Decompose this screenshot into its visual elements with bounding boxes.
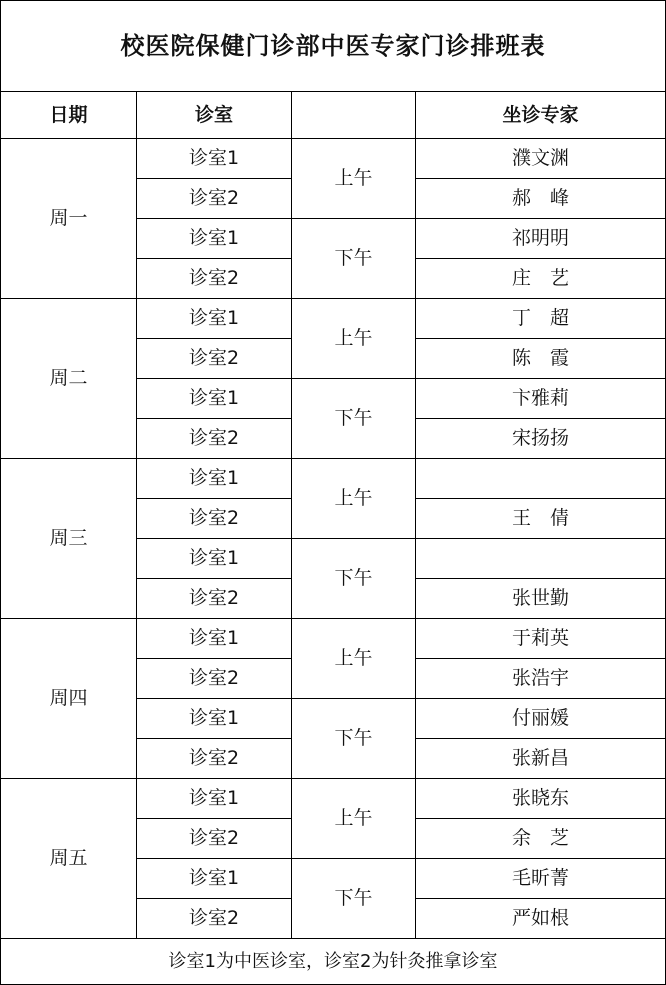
table-note: 诊室1为中医诊室，诊室2为针灸推拿诊室 xyxy=(1,939,666,985)
expert-cell: 严如根 xyxy=(416,899,666,939)
period-cell: 上午 xyxy=(292,299,416,379)
schedule-row xyxy=(1,139,666,179)
period-cell: 下午 xyxy=(292,379,416,459)
room-cell: 诊室1 xyxy=(137,139,292,179)
expert-cell: 于莉英 xyxy=(416,619,666,659)
expert-cell xyxy=(416,539,666,579)
expert-cell: 张晓东 xyxy=(416,779,666,819)
expert-cell: 付丽媛 xyxy=(416,699,666,739)
expert-cell: 余 芝 xyxy=(416,819,666,859)
room-cell: 诊室1 xyxy=(137,619,292,659)
room-cell: 诊室1 xyxy=(137,219,292,259)
period-cell: 下午 xyxy=(292,859,416,939)
room-cell: 诊室1 xyxy=(137,539,292,579)
room-cell: 诊室1 xyxy=(137,699,292,739)
room-cell: 诊室2 xyxy=(137,579,292,619)
room-cell: 诊室1 xyxy=(137,299,292,339)
room-cell: 诊室1 xyxy=(137,779,292,819)
day-cell: 周四 xyxy=(1,619,137,779)
schedule-table-body xyxy=(1,1,666,939)
expert-cell: 毛昕菁 xyxy=(416,859,666,899)
schedule-row xyxy=(1,299,666,339)
period-cell: 上午 xyxy=(292,619,416,699)
room-cell: 诊室2 xyxy=(137,739,292,779)
period-cell: 上午 xyxy=(292,459,416,539)
room-cell: 诊室2 xyxy=(137,339,292,379)
day-cell: 周一 xyxy=(1,139,137,299)
room-cell: 诊室2 xyxy=(137,419,292,459)
table-title: 校医院保健门诊部中医专家门诊排班表 xyxy=(1,1,666,92)
expert-cell: 祁明明 xyxy=(416,219,666,259)
room-cell: 诊室2 xyxy=(137,499,292,539)
expert-cell: 濮文渊 xyxy=(416,139,666,179)
expert-cell: 卞雅莉 xyxy=(416,379,666,419)
expert-cell: 陈 霞 xyxy=(416,339,666,379)
expert-cell: 张世勤 xyxy=(416,579,666,619)
room-cell: 诊室2 xyxy=(137,179,292,219)
expert-cell: 宋扬扬 xyxy=(416,419,666,459)
room-cell: 诊室2 xyxy=(137,819,292,859)
note-row xyxy=(1,939,666,985)
expert-cell: 张新昌 xyxy=(416,739,666,779)
day-cell: 周二 xyxy=(1,299,137,459)
room-cell: 诊室1 xyxy=(137,379,292,419)
schedule-row xyxy=(1,779,666,819)
room-cell: 诊室2 xyxy=(137,659,292,699)
expert-cell: 庄 艺 xyxy=(416,259,666,299)
period-cell: 下午 xyxy=(292,219,416,299)
header-date: 日期 xyxy=(1,92,137,139)
day-cell: 周五 xyxy=(1,779,137,939)
schedule-row xyxy=(1,459,666,499)
room-cell: 诊室1 xyxy=(137,459,292,499)
schedule-row xyxy=(1,619,666,659)
header-period xyxy=(292,92,416,139)
period-cell: 上午 xyxy=(292,139,416,219)
period-cell: 上午 xyxy=(292,779,416,859)
header-expert: 坐诊专家 xyxy=(416,92,666,139)
expert-cell xyxy=(416,459,666,499)
period-cell: 下午 xyxy=(292,539,416,619)
title-row xyxy=(1,1,666,92)
room-cell: 诊室2 xyxy=(137,899,292,939)
room-cell: 诊室2 xyxy=(137,259,292,299)
room-cell: 诊室1 xyxy=(137,859,292,899)
header-row xyxy=(1,92,666,139)
day-cell: 周三 xyxy=(1,459,137,619)
period-cell: 下午 xyxy=(292,699,416,779)
expert-cell: 郝 峰 xyxy=(416,179,666,219)
expert-cell: 张浩宇 xyxy=(416,659,666,699)
expert-cell: 王 倩 xyxy=(416,499,666,539)
expert-cell: 丁 超 xyxy=(416,299,666,339)
header-room: 诊室 xyxy=(137,92,292,139)
